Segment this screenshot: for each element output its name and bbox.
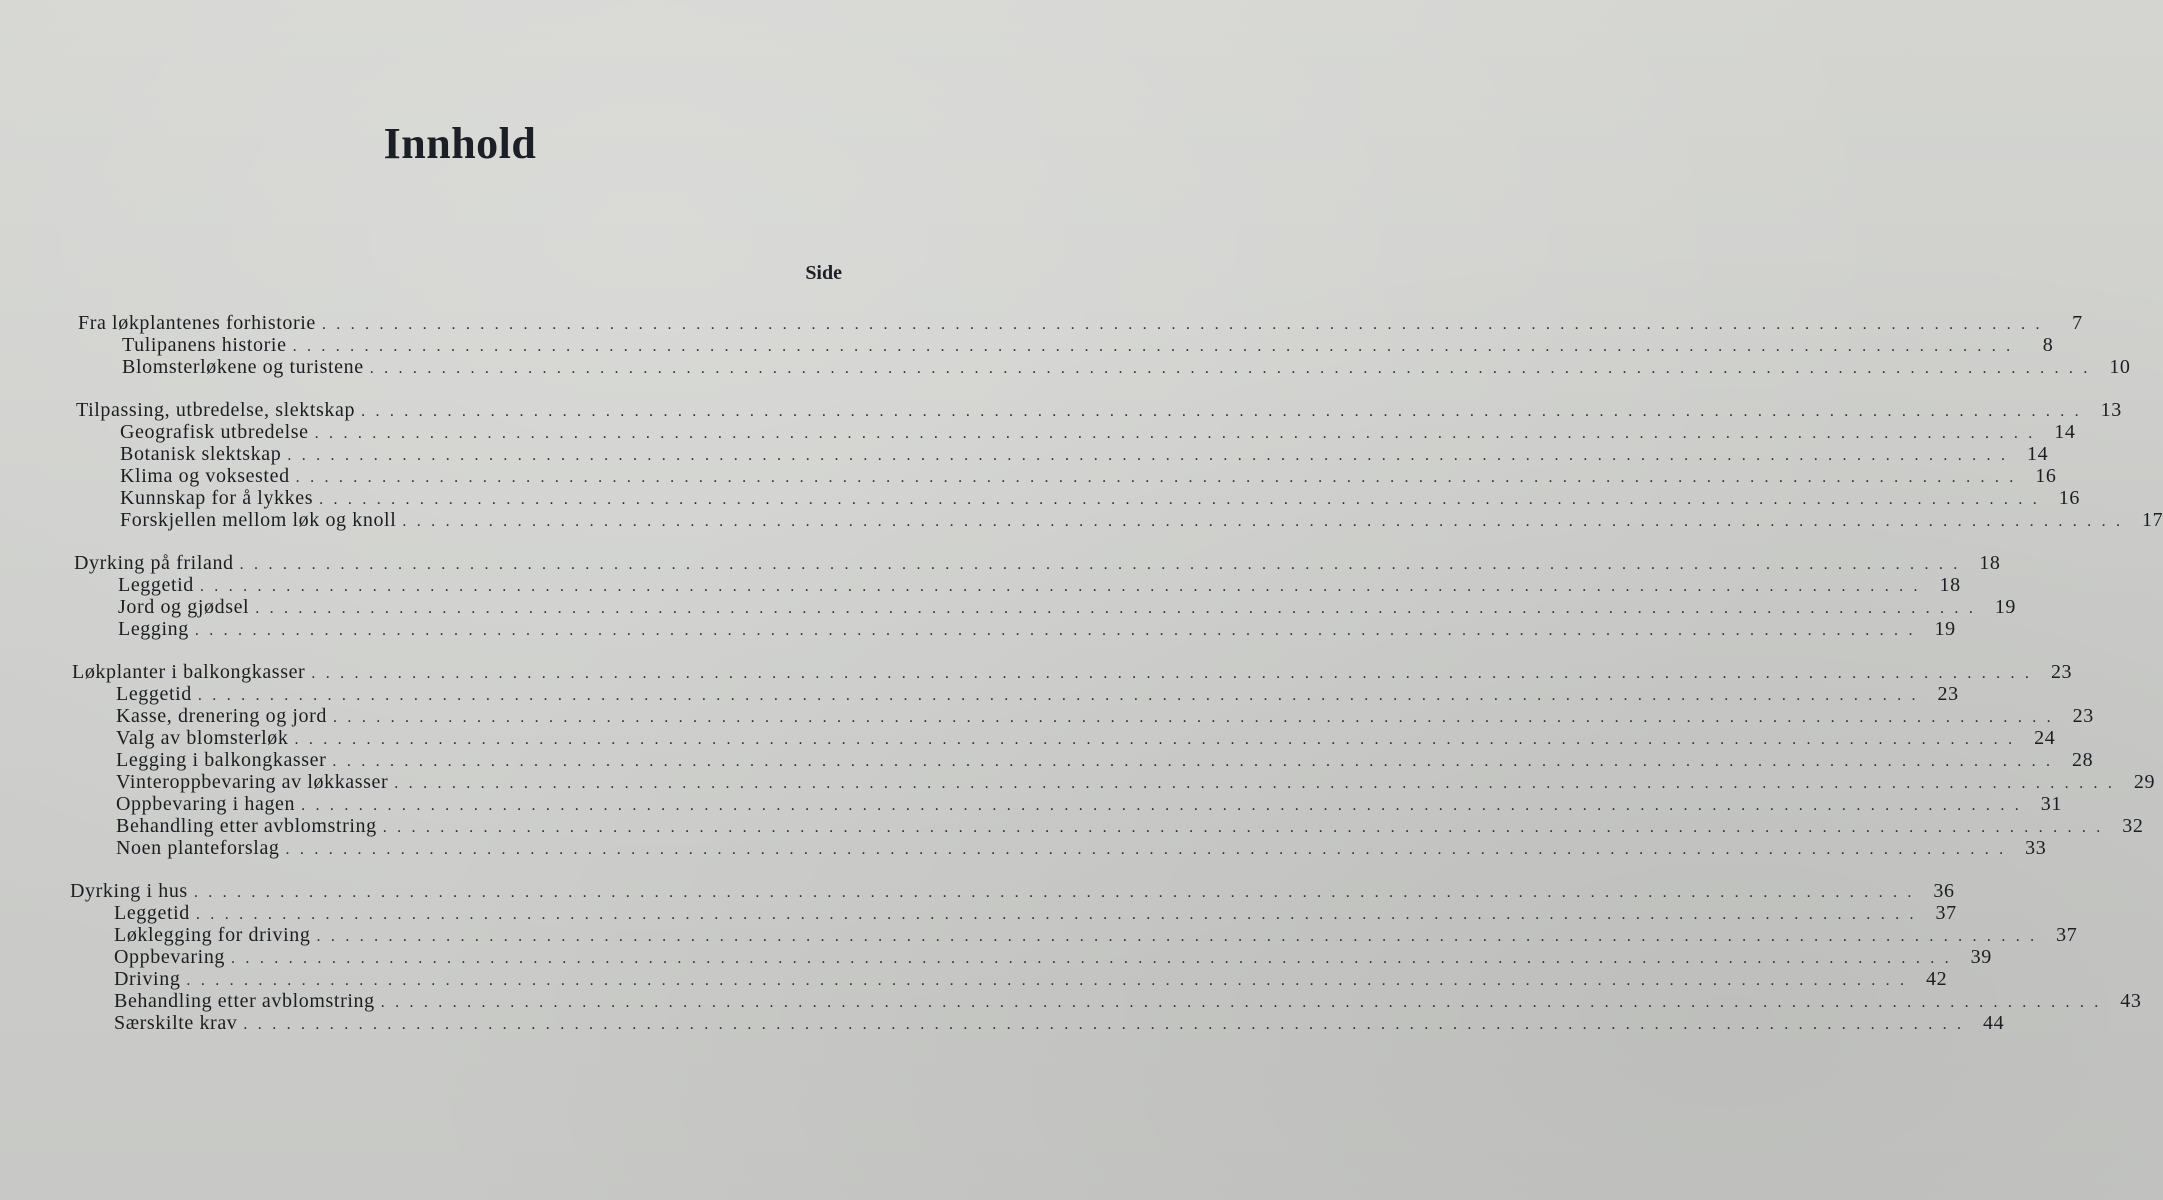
toc-entry-label: Oppbevaring i hagen: [116, 793, 296, 815]
toc-section-heading: [70, 880, 1955, 904]
toc-page-number: 17: [2141, 509, 2163, 531]
toc-entry: [120, 421, 2076, 445]
toc-entry: [118, 574, 1961, 598]
toc-entry-label: Dyrking i hus: [70, 880, 188, 902]
dot-leader: . . . . . . . . . . . . . . . . . . . . . . . . . . . . . . . . . . . . . . . . . . . . . . . . . . . . . . . . . . . . . . . . . . . . . . . . . . . . . . . . . . . . . . . . . . . . . . . . . . . . . . . . . . . . . . . . . . . . . . . .: [199, 578, 1921, 595]
toc-section-heading: [76, 399, 2122, 423]
toc-page-number: 14: [2026, 443, 2049, 465]
toc-page-number: 28: [2072, 749, 2094, 771]
toc-entry-label: Kunnskap for å lykkes: [120, 487, 314, 509]
toc-entry-label: Legging: [118, 618, 189, 640]
toc-page-number: 37: [2056, 924, 2078, 946]
toc-page-number: 44: [1983, 1012, 2005, 1034]
toc-page-number: 24: [2034, 727, 2056, 749]
dot-leader: . . . . . . . . . . . . . . . . . . . . . . . . . . . . . . . . . . . . . . . . . . . . . . . . . . . . . . . . . . . . . . . . . . . . . . . . . . . . . . . . . . . . . . . . . . . . . . . . . . . . . . . . . . . . . . . . . . . . . . . .: [380, 994, 2102, 1011]
dot-leader: . . . . . . . . . . . . . . . . . . . . . . . . . . . . . . . . . . . . . . . . . . . . . . . . . . . . . . . . . . . . . . . . . . . . . . . . . . . . . . . . . . . . . . . . . . . . . . . . . . . . . . . . . . . . . . . . . . . . . . . .: [316, 928, 2038, 945]
dot-leader: . . . . . . . . . . . . . . . . . . . . . . . . . . . . . . . . . . . . . . . . . . . . . . . . . . . . . . . . . . . . . . . . . . . . . . . . . . . . . . . . . . . . . . . . . . . . . . . . . . . . . . . . . . . . . . . . . . . . . . . .: [332, 753, 2054, 770]
toc-entry-label: Løklegging for driving: [114, 924, 311, 946]
dot-leader: . . . . . . . . . . . . . . . . . . . . . . . . . . . . . . . . . . . . . . . . . . . . . . . . . . . . . . . . . . . . . . . . . . . . . . . . . . . . . . . . . . . . . . . . . . . . . . . . . . . . . . . . . . . . . . . . . . . . . . . .: [311, 665, 2033, 682]
toc-page-number: 23: [1937, 683, 1959, 705]
toc-section-heading: [74, 552, 2001, 576]
toc-entry-label: Forskjellen mellom løk og knoll: [120, 509, 397, 531]
toc-entry: [116, 727, 2056, 751]
toc-entry: [116, 683, 1959, 707]
toc-entry: [114, 924, 2078, 948]
dot-leader: . . . . . . . . . . . . . . . . . . . . . . . . . . . . . . . . . . . . . . . . . . . . . . . . . . . . . . . . . . . . . . . . . . . . . . . . . . . . . . . . . . . . . . . . . . . . . . . . . . . . . . . . . . . . . . . . . . . . . . . .: [295, 469, 2017, 486]
dot-leader: . . . . . . . . . . . . . . . . . . . . . . . . . . . . . . . . . . . . . . . . . . . . . . . . . . . . . . . . . . . . . . . . . . . . . . . . . . . . . . . . . . . . . . . . . . . . . . . . . . . . . . . . . . . . . . . . . . . . . . . .: [186, 972, 1908, 989]
toc-entry-label: Leggetid: [114, 902, 190, 924]
dot-leader: . . . . . . . . . . . . . . . . . . . . . . . . . . . . . . . . . . . . . . . . . . . . . . . . . . . . . . . . . . . . . . . . . . . . . . . . . . . . . . . . . . . . . . . . . . . . . . . . . . . . . . . . . . . . . . . . . . . . . . . .: [194, 622, 1916, 639]
toc-entry: [114, 968, 1948, 992]
toc-entry-label: Leggetid: [116, 683, 192, 705]
toc-page-number: 23: [2050, 661, 2073, 683]
toc-entry: [122, 356, 2131, 380]
toc-entry: [120, 465, 2057, 489]
toc-entry: [120, 443, 2049, 467]
toc-page-number: 36: [1933, 880, 1955, 902]
dot-leader: . . . . . . . . . . . . . . . . . . . . . . . . . . . . . . . . . . . . . . . . . . . . . . . . . . . . . . . . . . . . . . . . . . . . . . . . . . . . . . . . . . . . . . . . . . . . . . . . . . . . . . . . . . . . . . . . . . . . . . . .: [369, 360, 2091, 377]
toc-entry-label: Tulipanens historie: [122, 334, 287, 356]
toc-page-number: 23: [2072, 705, 2094, 727]
toc-page-number: 7: [2072, 312, 2083, 334]
toc-entry: [116, 815, 2144, 839]
dot-leader: . . . . . . . . . . . . . . . . . . . . . . . . . . . . . . . . . . . . . . . . . . . . . . . . . . . . . . . . . . . . . . . . . . . . . . . . . . . . . . . . . . . . . . . . . . . . . . . . . . . . . . . . . . . . . . . . . . . . . . . .: [382, 819, 2104, 836]
toc-entry-label: Leggetid: [118, 574, 194, 596]
toc-entry-label: Noen planteforslag: [116, 837, 280, 859]
toc-entry: [122, 334, 2054, 358]
toc-entry: [114, 1012, 2005, 1036]
toc-entry-label: Blomsterløkene og turistene: [122, 356, 364, 378]
dot-leader: . . . . . . . . . . . . . . . . . . . . . . . . . . . . . . . . . . . . . . . . . . . . . . . . . . . . . . . . . . . . . . . . . . . . . . . . . . . . . . . . . . . . . . . . . . . . . . . . . . . . . . . . . . . . . . . . . . . . . . . .: [285, 841, 2007, 858]
dot-leader: . . . . . . . . . . . . . . . . . . . . . . . . . . . . . . . . . . . . . . . . . . . . . . . . . . . . . . . . . . . . . . . . . . . . . . . . . . . . . . . . . . . . . . . . . . . . . . . . . . . . . . . . . . . . . . . . . . . . . . . .: [193, 884, 1915, 901]
page-column-header: Side: [805, 262, 842, 284]
toc-entry: [116, 837, 2047, 861]
toc-page-number: 32: [2122, 815, 2144, 837]
toc-section-heading: [72, 661, 2073, 685]
toc-entry: [120, 509, 2163, 533]
toc-page-number: 10: [2109, 356, 2131, 378]
toc-page-number: 19: [1994, 596, 2017, 618]
toc-entry-label: Behandling etter avblomstring: [114, 990, 375, 1012]
toc-page-number: 16: [2035, 465, 2057, 487]
toc-page-number: 14: [2054, 421, 2076, 443]
dot-leader: . . . . . . . . . . . . . . . . . . . . . . . . . . . . . . . . . . . . . . . . . . . . . . . . . . . . . . . . . . . . . . . . . . . . . . . . . . . . . . . . . . . . . . . . . . . . . . . . . . . . . . . . . . . . . . . . . . . . . . . .: [287, 447, 2009, 464]
toc-entry-label: Valg av blomsterløk: [116, 727, 289, 749]
toc-entry-label: Behandling etter avblomstring: [116, 815, 377, 837]
dot-leader: . . . . . . . . . . . . . . . . . . . . . . . . . . . . . . . . . . . . . . . . . . . . . . . . . . . . . . . . . . . . . . . . . . . . . . . . . . . . . . . . . . . . . . . . . . . . . . . . . . . . . . . . . . . . . . . . . . . . . . . .: [197, 687, 1919, 704]
toc-entry-label: Oppbevaring: [114, 946, 226, 968]
dot-leader: . . . . . . . . . . . . . . . . . . . . . . . . . . . . . . . . . . . . . . . . . . . . . . . . . . . . . . . . . . . . . . . . . . . . . . . . . . . . . . . . . . . . . . . . . . . . . . . . . . . . . . . . . . . . . . . . . . . . . . . .: [394, 775, 2116, 792]
dot-leader: . . . . . . . . . . . . . . . . . . . . . . . . . . . . . . . . . . . . . . . . . . . . . . . . . . . . . . . . . . . . . . . . . . . . . . . . . . . . . . . . . . . . . . . . . . . . . . . . . . . . . . . . . . . . . . . . . . . . . . . .: [319, 491, 2040, 508]
toc-entry: [118, 618, 1956, 642]
toc-page-number: 31: [2040, 793, 2062, 815]
dot-leader: . . . . . . . . . . . . . . . . . . . . . . . . . . . . . . . . . . . . . . . . . . . . . . . . . . . . . . . . . . . . . . . . . . . . . . . . . . . . . . . . . . . . . . . . . . . . . . . . . . . . . . . . . . . . . . . . . . . . . . . .: [321, 316, 2043, 333]
toc-entry: [114, 946, 1992, 970]
dot-leader: . . . . . . . . . . . . . . . . . . . . . . . . . . . . . . . . . . . . . . . . . . . . . . . . . . . . . . . . . . . . . . . . . . . . . . . . . . . . . . . . . . . . . . . . . . . . . . . . . . . . . . . . . . . . . . . . . . . . . . . .: [333, 709, 2054, 726]
toc-entry-label: Geografisk utbredelse: [120, 421, 309, 443]
toc-entry: [116, 705, 2094, 729]
toc-entry-label: Vinteroppbevaring av løkkasser: [116, 771, 389, 793]
toc-page-number: 18: [1939, 574, 1961, 596]
toc-page-number: 37: [1935, 902, 1957, 924]
dot-leader: . . . . . . . . . . . . . . . . . . . . . . . . . . . . . . . . . . . . . . . . . . . . . . . . . . . . . . . . . . . . . . . . . . . . . . . . . . . . . . . . . . . . . . . . . . . . . . . . . . . . . . . . . . . . . . . . . . . . . . . .: [301, 797, 2022, 814]
toc-entry-label: Jord og gjødsel: [118, 596, 250, 618]
toc-entry-label: Legging i balkongkasser: [116, 749, 327, 771]
toc-page-number: 16: [2058, 487, 2080, 509]
toc-page-number: 13: [2100, 399, 2122, 421]
dot-leader: . . . . . . . . . . . . . . . . . . . . . . . . . . . . . . . . . . . . . . . . . . . . . . . . . . . . . . . . . . . . . . . . . . . . . . . . . . . . . . . . . . . . . . . . . . . . . . . . . . . . . . . . . . . . . . . . . . . . . . . .: [292, 338, 2014, 355]
toc-page-number: 42: [1926, 968, 1948, 990]
toc-page-number: 8: [2042, 334, 2054, 356]
dot-leader: . . . . . . . . . . . . . . . . . . . . . . . . . . . . . . . . . . . . . . . . . . . . . . . . . . . . . . . . . . . . . . . . . . . . . . . . . . . . . . . . . . . . . . . . . . . . . . . . . . . . . . . . . . . . . . . . . . . . . . . .: [402, 513, 2124, 530]
toc-entry: [114, 990, 2142, 1014]
toc-entry: [114, 902, 1957, 926]
dot-leader: . . . . . . . . . . . . . . . . . . . . . . . . . . . . . . . . . . . . . . . . . . . . . . . . . . . . . . . . . . . . . . . . . . . . . . . . . . . . . . . . . . . . . . . . . . . . . . . . . . . . . . . . . . . . . . . . . . . . . . . .: [195, 906, 1917, 923]
toc-entry: [116, 771, 2156, 795]
toc-page-number: 33: [2025, 837, 2047, 859]
toc-page-number: 39: [1970, 946, 1992, 968]
toc-entry-label: Dyrking på friland: [74, 552, 234, 574]
dot-leader: . . . . . . . . . . . . . . . . . . . . . . . . . . . . . . . . . . . . . . . . . . . . . . . . . . . . . . . . . . . . . . . . . . . . . . . . . . . . . . . . . . . . . . . . . . . . . . . . . . . . . . . . . . . . . . . . . . . . . . . .: [361, 403, 2082, 420]
toc-entry: [120, 487, 2080, 511]
toc-entry-label: Løkplanter i balkongkasser: [72, 661, 306, 683]
toc-page-number: 18: [1979, 552, 2001, 574]
dot-leader: . . . . . . . . . . . . . . . . . . . . . . . . . . . . . . . . . . . . . . . . . . . . . . . . . . . . . . . . . . . . . . . . . . . . . . . . . . . . . . . . . . . . . . . . . . . . . . . . . . . . . . . . . . . . . . . . . . . . . . . .: [231, 950, 1952, 967]
toc-entry-label: Tilpassing, utbredelse, slektskap: [76, 399, 356, 421]
toc-entry-label: Klima og voksested: [120, 465, 290, 487]
toc-entry: [118, 596, 2017, 620]
toc-section-heading: [78, 312, 2083, 336]
dot-leader: . . . . . . . . . . . . . . . . . . . . . . . . . . . . . . . . . . . . . . . . . . . . . . . . . . . . . . . . . . . . . . . . . . . . . . . . . . . . . . . . . . . . . . . . . . . . . . . . . . . . . . . . . . . . . . . . . . . . . . . .: [239, 556, 1961, 573]
toc-entry-label: Særskilte krav: [114, 1012, 238, 1034]
toc-entry: [116, 749, 2094, 773]
toc-entry-label: Fra løkplantenes forhistorie: [78, 312, 316, 334]
toc-entry-label: Kasse, drenering og jord: [116, 705, 328, 727]
dot-leader: . . . . . . . . . . . . . . . . . . . . . . . . . . . . . . . . . . . . . . . . . . . . . . . . . . . . . . . . . . . . . . . . . . . . . . . . . . . . . . . . . . . . . . . . . . . . . . . . . . . . . . . . . . . . . . . . . . . . . . . .: [294, 731, 2016, 748]
toc-entry: [116, 793, 2062, 817]
toc-page-number: 29: [2133, 771, 2156, 793]
dot-leader: . . . . . . . . . . . . . . . . . . . . . . . . . . . . . . . . . . . . . . . . . . . . . . . . . . . . . . . . . . . . . . . . . . . . . . . . . . . . . . . . . . . . . . . . . . . . . . . . . . . . . . . . . . . . . . . . . . . . . . . .: [255, 600, 1977, 617]
page-title: Innhold: [383, 119, 537, 168]
toc-page-number: 43: [2120, 990, 2142, 1012]
toc-entry-label: Driving: [114, 968, 181, 990]
dot-leader: . . . . . . . . . . . . . . . . . . . . . . . . . . . . . . . . . . . . . . . . . . . . . . . . . . . . . . . . . . . . . . . . . . . . . . . . . . . . . . . . . . . . . . . . . . . . . . . . . . . . . . . . . . . . . . . . . . . . . . . .: [314, 425, 2036, 442]
dot-leader: . . . . . . . . . . . . . . . . . . . . . . . . . . . . . . . . . . . . . . . . . . . . . . . . . . . . . . . . . . . . . . . . . . . . . . . . . . . . . . . . . . . . . . . . . . . . . . . . . . . . . . . . . . . . . . . . . . . . . . . .: [243, 1016, 1965, 1033]
toc-page-number: 19: [1934, 618, 1956, 640]
toc-entry-label: Botanisk slektskap: [120, 443, 282, 465]
